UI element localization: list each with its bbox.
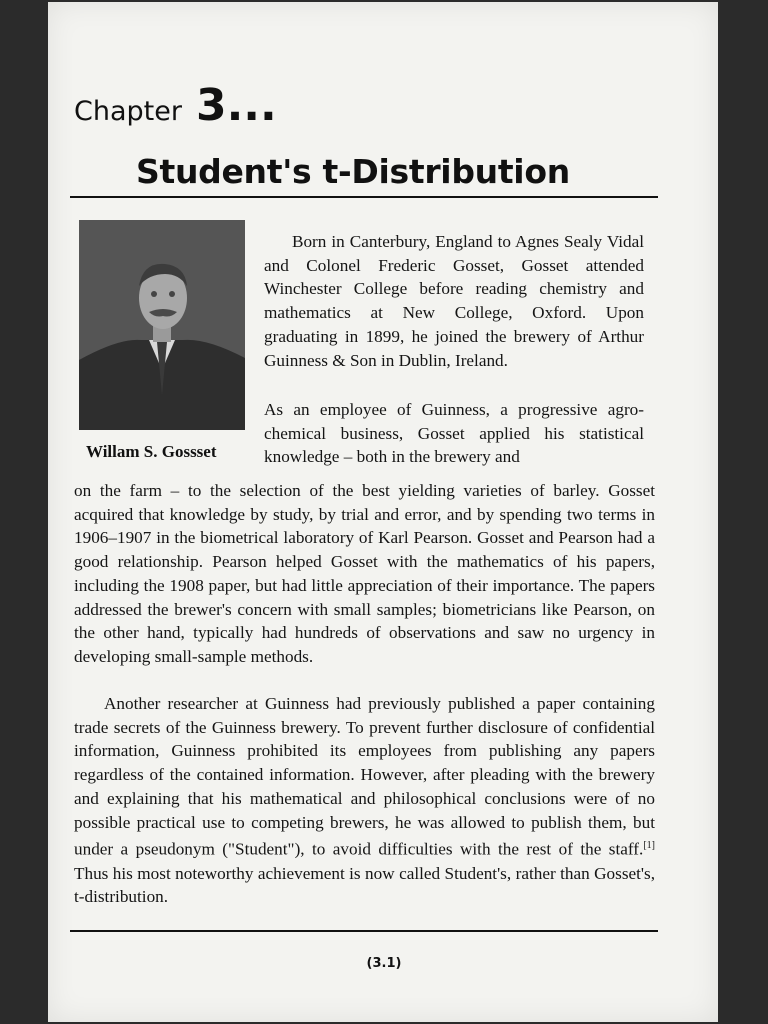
chapter-heading: [74, 80, 277, 131]
chapter-label: Chapter: [74, 96, 182, 127]
photo-caption: Willam S. Gossset: [86, 442, 217, 461]
paragraph-employee-continued: on the farm – to the selection of the best yielding varieties of barley. Gosset acquired that knowledge by study, by trial and error, and by spending two terms in 1906–1907 in the biometrical laboratory of Karl Pearson. Gosset and Pearson had a good relationship. Pearson helped Gosset with the mathematics of his papers, including the 1908 paper, but had little appreciation of their importance. The papers addressed the brewer's concern with small samples; biometricians like Pearson, on the other hand, typically had hundreds of observations and saw no urgency in developing small-sample methods.: [74, 481, 655, 666]
page-number: (3.1): [366, 956, 402, 971]
portrait-illustration: [79, 220, 245, 430]
chapter-number: 3...: [195, 80, 277, 131]
page-title: Student's t-Distribution: [136, 152, 570, 191]
pseudonym-text-b: Thus his most noteworthy achievement is now called Student's, rather than Gosset's, t-distribution.: [74, 863, 655, 907]
portrait-photo: [79, 220, 245, 430]
paragraph-biography: Born in Canterbury, England to Agnes Sealy Vidal and Colonel Frederic Gosset, Gosset attended Winchester College before reading chemistry and mathematics at New College, Oxford. Upon graduating in 1899, he joined the brewery of Arthur Guinness & Son in Dublin, Ireland.: [264, 232, 644, 370]
footnote-reference[interactable]: [1]: [643, 840, 655, 852]
paragraph-pseudonym: [74, 692, 655, 909]
pseudonym-text-a: Another researcher at Guinness had previously published a paper containing trade secrets of the Guinness brewery. To prevent further disclosure of confidential information, Guinness prohibited its employees from publishing any papers regardless of the contained information. However, after pleading with the brewery and explaining that his mathematical and philosophical conclusions were of no possible practical use to competing brewers, he was allowed to publish them, but under a pseudonym ("Student"), to avoid difficulties with the rest of the staff.: [74, 694, 655, 859]
title-divider: [70, 196, 658, 198]
paragraph-employee-intro: As an employee of Guinness, a progressive agro-chemical business, Gosset applied his statistical knowledge – both in the brewery and: [264, 400, 644, 467]
footer-divider: [70, 930, 658, 932]
